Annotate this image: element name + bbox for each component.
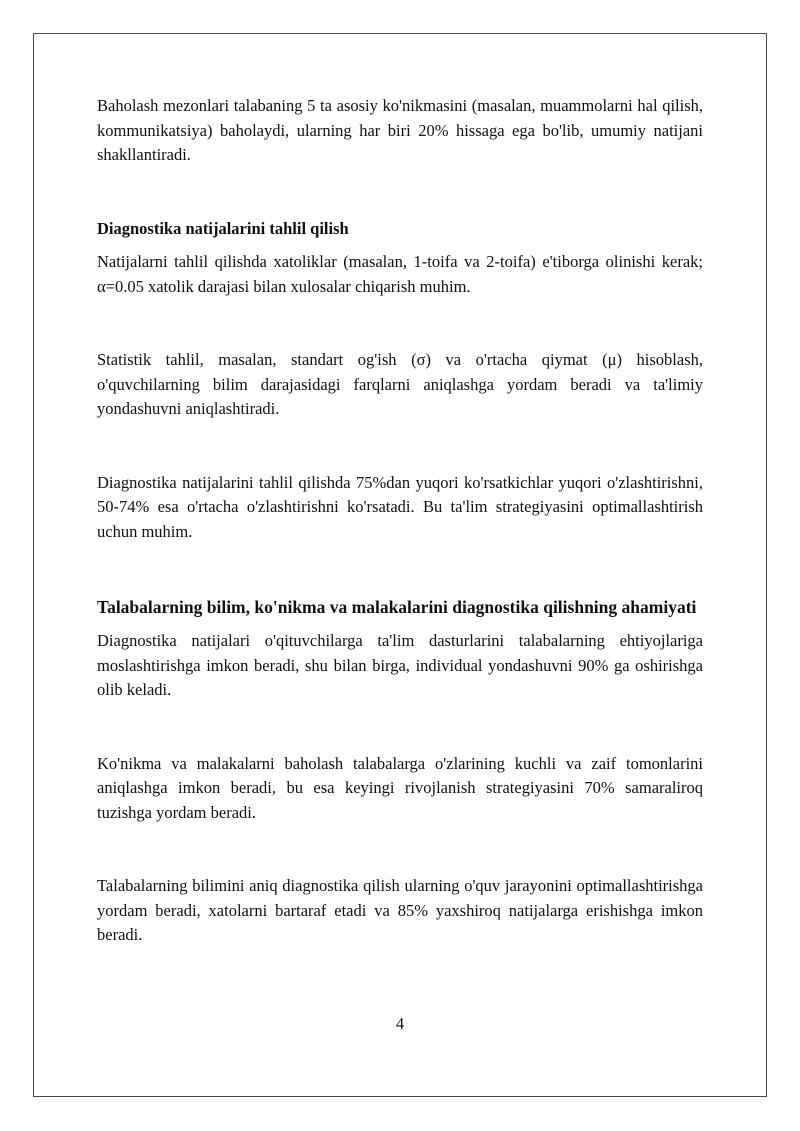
paragraph-mastery-levels: Diagnostika natijalarini tahlil qilishda 75%dan yuqori ko'rsatkichlar yuqori o'zlashtirishni, 50-74% esa o'rtacha o'zlashtirishni ko'rsatadi. Bu ta'lim strategiyasini optimallashtirish uchun muhim. xyxy=(97,472,703,541)
paragraph-program-adaptation: Diagnostika natijalari o'qituvchilarga ta'lim dasturlarini talabalarning ehtiyojlariga moslashtirishga imkon beradi, shu bilan birga, individual yondashuvni 90% ga oshirishga olib keladi. xyxy=(97,631,703,699)
paragraph-learning-optimization: Talabalarning bilimini aniq diagnostika qilish ularning o'quv jarayonini optimallashtirishga yordam beradi, xatolarni bartaraf etadi va 85% yaxshiroq natijalarga erishishga imkon beradi. xyxy=(97,876,703,944)
paragraph-error-analysis: Natijalarni tahlil qilishda xatoliklar (masalan, 1-toifa va 2-toifa) e'tiborga olinishi kerak; α=0.05 xatolik darajasi bilan xulosalar chiqarish muhim. xyxy=(97,252,703,296)
page-number: 4 xyxy=(395,1014,405,1033)
paragraph-assessment-criteria: Baholash mezonlari talabaning 5 ta asosiy ko'nikmasini (masalan, muammolarni hal qilish, kommunikatsiya) baholaydi, ularning har biri 20% hissaga ega bo'lib, umumiy natijani shakllantiradi. xyxy=(97,96,703,164)
paragraph-statistical-analysis: Statistik tahlil, masalan, standart og'ish (σ) va o'rtacha qiymat (μ) hisoblash, o'quvchilarning bilim darajasidagi farqlarni aniqlashga yordam beradi va ta'limiy yondashuvni aniqlashtiradi. xyxy=(97,350,703,418)
section-heading-analysis: Diagnostika natijalarini tahlil qilish xyxy=(97,218,349,238)
section-heading-importance: Talabalarning bilim, ko'nikma va malakalarini diagnostika qilishning ahamiyati xyxy=(97,597,697,617)
page-content xyxy=(97,94,703,948)
paragraph-skills-assessment: Ko'nikma va malakalarni baholash talabalarga o'zlarining kuchli va zaif tomonlarini aniqlashga imkon beradi, bu esa keyingi rivojlanish strategiyasini 70% samaraliroq tuzishga yordam beradi. xyxy=(97,753,703,822)
